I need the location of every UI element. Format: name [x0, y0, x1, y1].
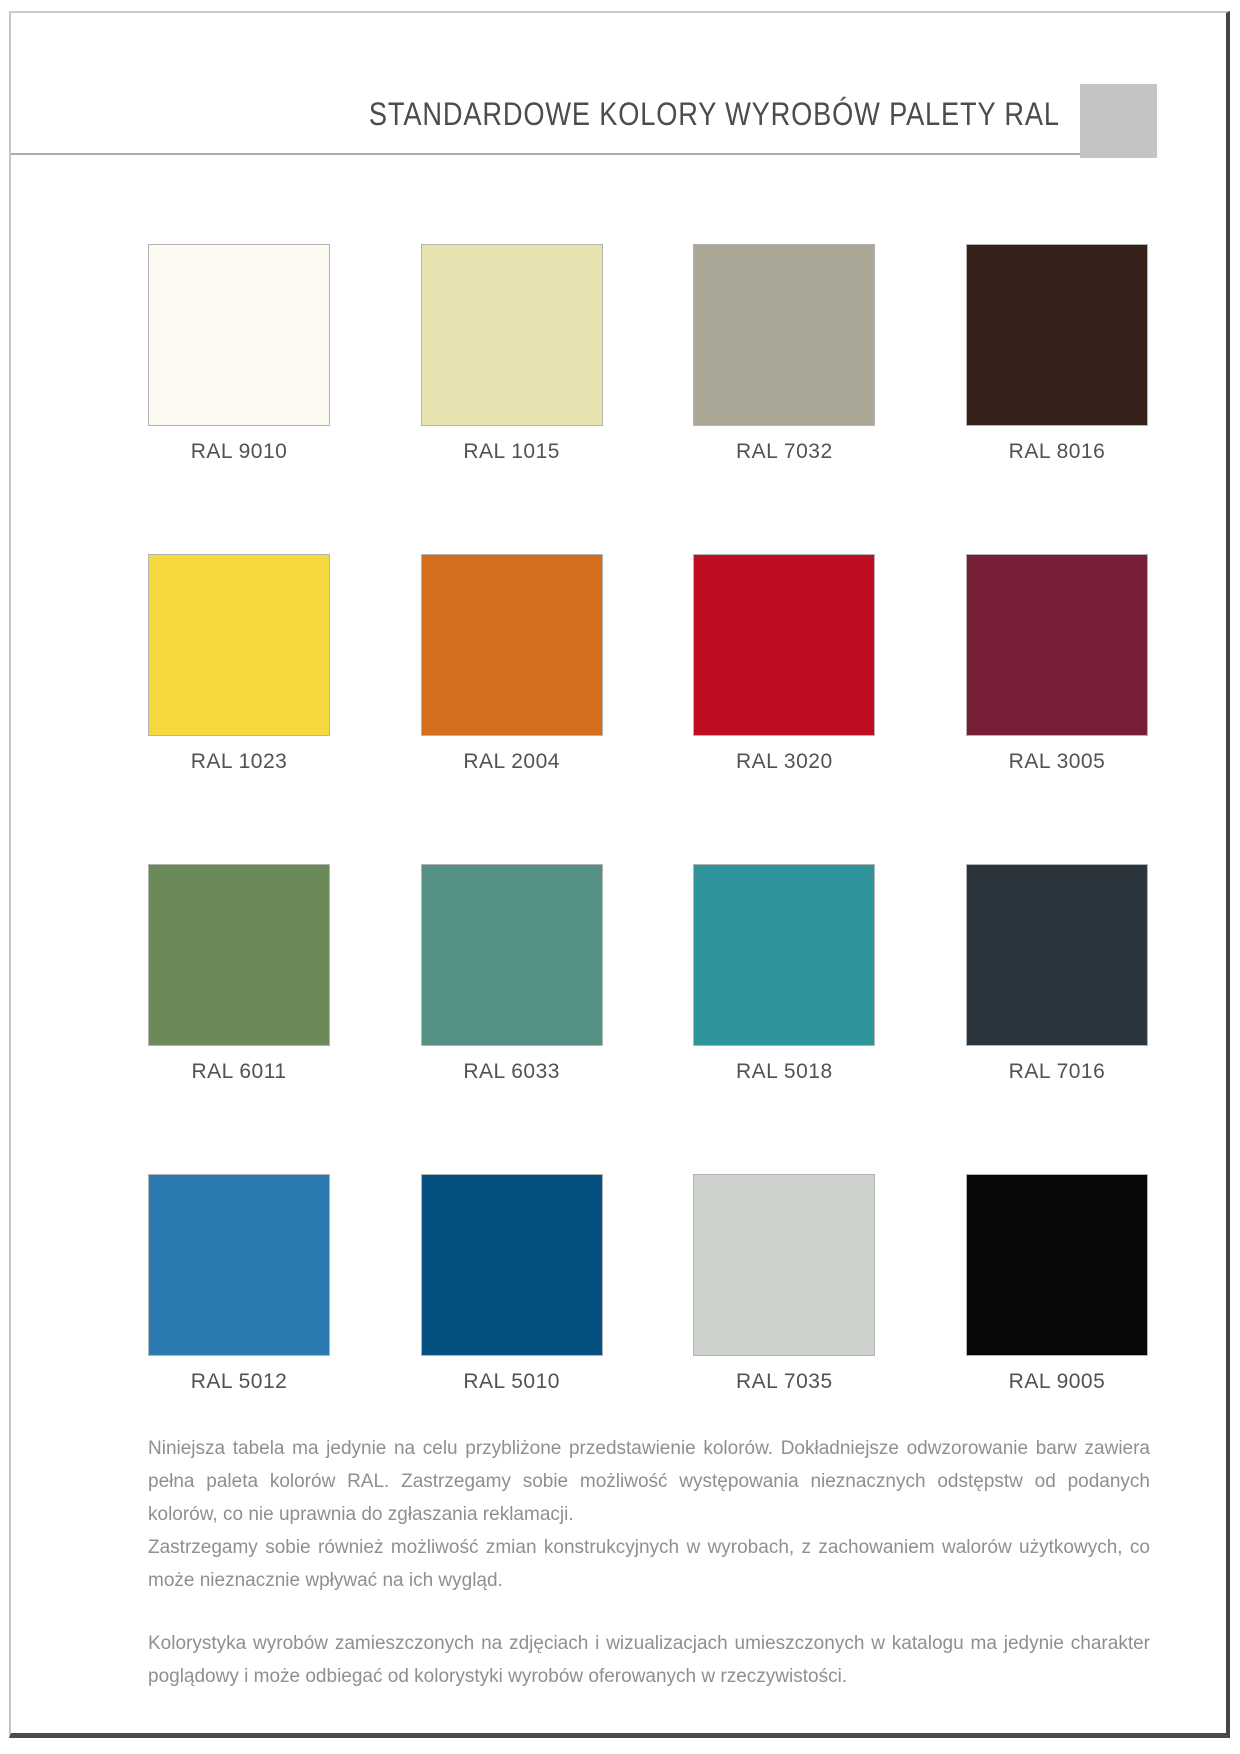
- page-title: STANDARDOWE KOLORY WYROBÓW PALETY RAL: [369, 96, 1060, 132]
- swatch-label: RAL 5010: [463, 1370, 560, 1393]
- swatch-label: RAL 7035: [736, 1370, 833, 1393]
- swatch-label: RAL 5012: [190, 1370, 288, 1393]
- swatch-ral-5018: [693, 864, 875, 1046]
- swatch-label: RAL 5018: [736, 1060, 833, 1083]
- palette-cell: [148, 554, 330, 774]
- swatch-label: RAL 9010: [190, 440, 288, 463]
- swatch-label: RAL 3020: [736, 750, 833, 773]
- swatch-ral-6033: [421, 864, 603, 1046]
- swatch-ral-1023: [148, 554, 330, 736]
- swatch-label: RAL 1015: [463, 440, 560, 463]
- palette-cell: [693, 1174, 875, 1394]
- swatch-label: RAL 6011: [191, 1060, 287, 1083]
- swatch-ral-8016: [966, 244, 1148, 426]
- swatch-ral-9005: [966, 1174, 1148, 1356]
- note-paragraph-1: Niniejsza tabela ma jedynie na celu przybliżone przedstawienie kolorów. Dokładniejsze odwzorowanie barw zawiera pełna paleta kolorów RAL. Zastrzegamy sobie możliwość występowania nieznacznych odstępstw od podanych kolorów, co nie uprawnia do zgłaszania reklamacji.: [148, 1438, 1150, 1525]
- color-swatch-grid: [148, 244, 1148, 1394]
- palette-cell: [148, 864, 330, 1084]
- swatch-ral-7032: [693, 244, 875, 426]
- swatch-ral-7035: [693, 1174, 875, 1356]
- header-divider: [11, 153, 1080, 155]
- palette-cell: [693, 244, 875, 464]
- swatch-ral-3005: [966, 554, 1148, 736]
- swatch-ral-5010: [421, 1174, 603, 1356]
- swatch-label: RAL 7016: [1008, 1060, 1106, 1083]
- palette-cell: [966, 864, 1148, 1084]
- note-paragraph-2: Zastrzegamy sobie również możliwość zmian konstrukcyjnych w wyrobach, z zachowaniem walorów użytkowych, co może nieznacznie wpływać na ich wygląd.: [148, 1537, 1150, 1591]
- disclaimer-notes: [148, 1432, 1150, 1693]
- swatch-ral-2004: [421, 554, 603, 736]
- palette-cell: [148, 1174, 330, 1394]
- swatch-ral-7016: [966, 864, 1148, 1046]
- palette-cell: [421, 1174, 603, 1394]
- swatch-ral-3020: [693, 554, 875, 736]
- swatch-ral-9010: [148, 244, 330, 426]
- palette-cell: [148, 244, 330, 464]
- swatch-ral-1015: [421, 244, 603, 426]
- palette-cell: [966, 1174, 1148, 1394]
- swatch-label: RAL 2004: [463, 750, 560, 773]
- swatch-label: RAL 6033: [463, 1060, 560, 1083]
- palette-cell: [421, 244, 603, 464]
- swatch-ral-5012: [148, 1174, 330, 1356]
- note-paragraph-3: Kolorystyka wyrobów zamieszczonych na zdjęciach i wizualizacjach umieszczonych w katalogu ma jedynie charakter poglądowy i może odbiegać od kolorystyki wyrobów oferowanych w rzeczywistości.: [148, 1633, 1150, 1687]
- palette-cell: [693, 554, 875, 774]
- palette-cell: [966, 244, 1148, 464]
- swatch-ral-6011: [148, 864, 330, 1046]
- swatch-label: RAL 1023: [190, 750, 288, 773]
- palette-cell: [421, 864, 603, 1084]
- palette-cell: [421, 554, 603, 774]
- swatch-label: RAL 9005: [1008, 1370, 1106, 1393]
- palette-cell: [693, 864, 875, 1084]
- header-accent-square: [1080, 84, 1157, 158]
- palette-cell: [966, 554, 1148, 774]
- swatch-label: RAL 3005: [1008, 750, 1106, 773]
- swatch-label: RAL 7032: [736, 440, 833, 463]
- swatch-label: RAL 8016: [1008, 440, 1106, 463]
